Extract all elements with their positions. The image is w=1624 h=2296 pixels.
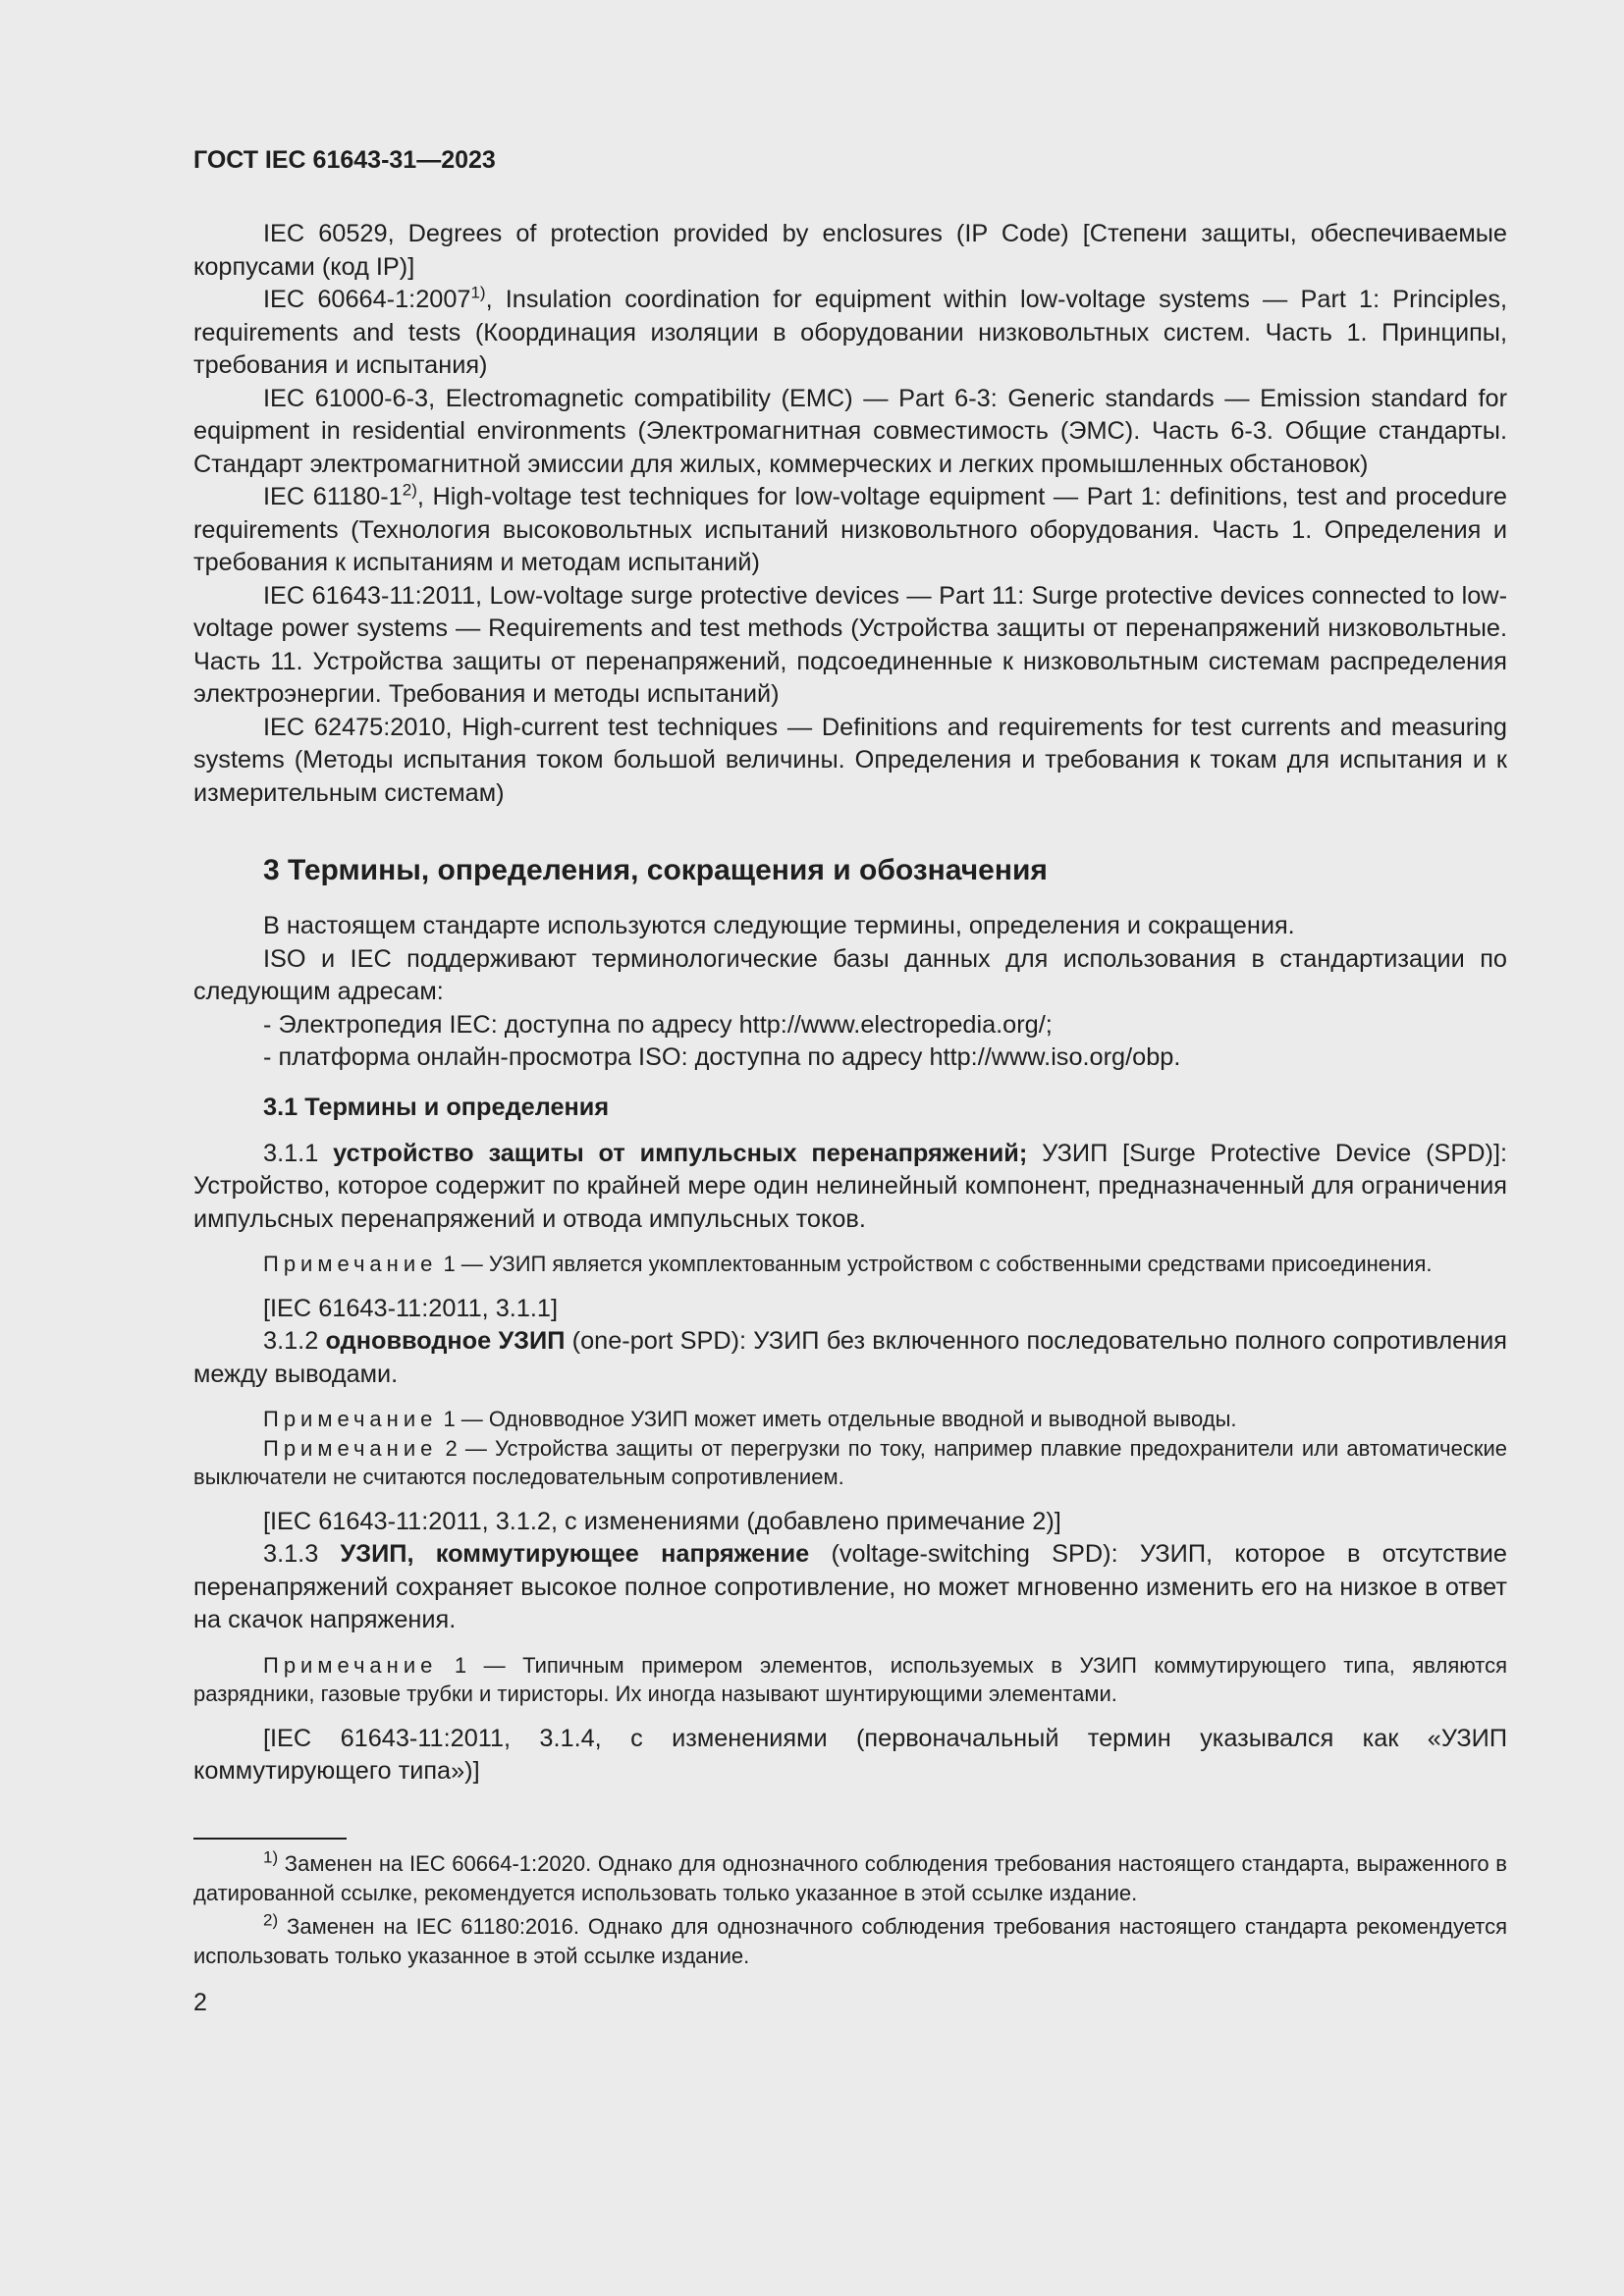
note-label: Примечание: [263, 1252, 438, 1277]
term-entry: [193, 1138, 1507, 1237]
term-note: [193, 1250, 1507, 1279]
note-label: Примечание: [263, 1435, 438, 1461]
normative-references: [193, 218, 1507, 810]
footnote: [193, 1912, 1507, 1971]
term-note: [193, 1405, 1507, 1434]
note-label: Примечание: [263, 1652, 438, 1678]
bullet-item: - платформа онлайн-просмотра ISO: доступна по адресу http://www.iso.org/obp.: [263, 1043, 1181, 1071]
term-source: [IEC 61643-11:2011, 3.1.1]: [263, 1294, 559, 1322]
reference-title: , High-voltage test techniques for low-voltage equipment — Part 1: definitions, test and procedure requirements (Технология высоковольтных испытаний низковольтного оборудования. Часть 1. Определения и требования к испытаниям и методам испытаний): [193, 483, 1507, 576]
term-source: [IEC 61643-11:2011, 3.1.2, с изменениями (добавлено примечание 2)]: [263, 1507, 1061, 1535]
footnote-mark[interactable]: 2): [402, 480, 417, 500]
page-number: 2: [193, 1988, 207, 2016]
footnote-divider: [193, 1838, 347, 1840]
subsection-heading: 3.1 Термины и определения: [263, 1093, 610, 1121]
reference-item: [193, 481, 1507, 580]
term-name: УЗИП, коммутирующее напряжение: [340, 1540, 810, 1569]
reference-title: , Insulation coordination for equipment within low-voltage systems — Part 1: Principles, requirements and tests (Координация изоляции в оборудовании низковольтных систем. Часть 1. Принципы, требования и испытания): [193, 286, 1507, 379]
term-number: 3.1.3: [263, 1540, 341, 1569]
section-intro: В настоящем стандарте используются следующие термины, определения и сокращения.: [263, 912, 1295, 939]
footnote-mark: 2): [263, 1910, 279, 1930]
term-entry: [193, 1538, 1507, 1637]
term-note: [193, 1651, 1507, 1709]
term-definition: (voltage-switching SPD): УЗИП, которое в отсутствие перенапряжений сохраняет высокое полное сопротивление, но может мгновенно изменить его на низкое в ответ на скачок напряжения.: [193, 1540, 1507, 1634]
note-text: 1 — Типичным примером элементов, используемых в УЗИП коммутирующего типа, являются разрядники, газовые трубки и тиристоры. Их иногда называют шунтирующими элементами.: [193, 1652, 1507, 1707]
note-text: 2 — Устройства защиты от перегрузки по току, например плавкие предохранители или автоматические выключатели не считаются последовательным сопротивлением.: [193, 1435, 1507, 1490]
term-definition: УЗИП [Surge Protective Device (SPD)]: Устройство, которое содержит по крайней мере один нелинейный компонент, предназначенный для ограничения импульсных перенапряжений и отвода импульсных токов.: [193, 1139, 1507, 1233]
document-header: ГОСТ IEC 61643-31—2023: [193, 146, 496, 174]
term-name: устройство защиты от импульсных перенапряжений;: [333, 1139, 1028, 1167]
section-heading: 3 Термины, определения, сокращения и обозначения: [263, 854, 1048, 886]
note-text: 1 — УЗИП является укомплектованным устройством с собственными средствами присоединения.: [437, 1252, 1433, 1277]
term-note: [193, 1434, 1507, 1492]
footnote: [193, 1849, 1507, 1908]
note-label: Примечание: [263, 1407, 438, 1432]
term-entry: [193, 1325, 1507, 1391]
footnote-text: Заменен на IEC 61180:2016. Однако для однозначного соблюдения требования настоящего стандарта рекомендуется использовать только указанное в этой ссылке издание.: [193, 1913, 1507, 1968]
document-page: [193, 145, 1507, 2017]
reference-item: IEC 60529, Degrees of protection provided by enclosures (IP Code) [Степени защиты, обеспечиваемые корпусами (код IP)]: [193, 220, 1507, 281]
note-text: 1 — Одновводное УЗИП может иметь отдельные вводной и выводной выводы.: [437, 1407, 1237, 1432]
term-name: одновводное УЗИП: [325, 1327, 566, 1356]
reference-item: [193, 284, 1507, 383]
footnote-text: Заменен на IEC 60664-1:2020. Однако для однозначного соблюдения требования настоящего стандарта, выраженного в датированной ссылке, рекомендуется использовать только указанное в этой ссылке издание.: [193, 1850, 1507, 1905]
footnote-mark[interactable]: 1): [470, 283, 486, 302]
reference-item: IEC 62475:2010, High-current test techniques — Definitions and requirements for test currents and measuring systems (Методы испытания током большой величины. Определения и требования к токам для испытания и к измерительным системам): [193, 713, 1507, 807]
term-definition: (one-port SPD): УЗИП без включенного последовательно полного сопротивления между выводами.: [193, 1327, 1507, 1388]
reference-code: IEC 60664-1:2007: [263, 286, 471, 313]
term-number: 3.1.1: [263, 1139, 334, 1167]
section-intro: ISO и IEC поддерживают терминологические базы данных для использования в стандартизации по следующим адресам:: [193, 944, 1507, 1005]
reference-item: IEC 61643-11:2011, Low-voltage surge protective devices — Part 11: Surge protective devices connected to low-voltage power systems — Requirements and test methods (Устройства защиты от перенапряжений низковольтные. Часть 11. Устройства защиты от перенапряжений, подсоединенные к низковольтным системам распределения электроэнергии. Требования и методы испытаний): [193, 581, 1507, 708]
reference-item: IEC 61000-6-3, Electromagnetic compatibility (EMC) — Part 6-3: Generic standards — Emission standard for equipment in residential environments (Электромагнитная совместимость (ЭМС). Часть 6-3. Общие стандарты. Стандарт электромагнитной эмиссии для жилых, коммерческих и легких промышленных обстановок): [193, 384, 1507, 478]
term-source: [IEC 61643-11:2011, 3.1.4, с изменениями (первоначальный термин указывался как «УЗИП коммутирующего типа»)]: [193, 1724, 1507, 1786]
bullet-item: - Электропедия IEC: доступна по адресу http://www.electropedia.org/;: [263, 1010, 1053, 1039]
footnote-mark: 1): [263, 1847, 279, 1867]
term-number: 3.1.2: [263, 1327, 326, 1356]
reference-code: IEC 61180-1: [263, 483, 403, 510]
